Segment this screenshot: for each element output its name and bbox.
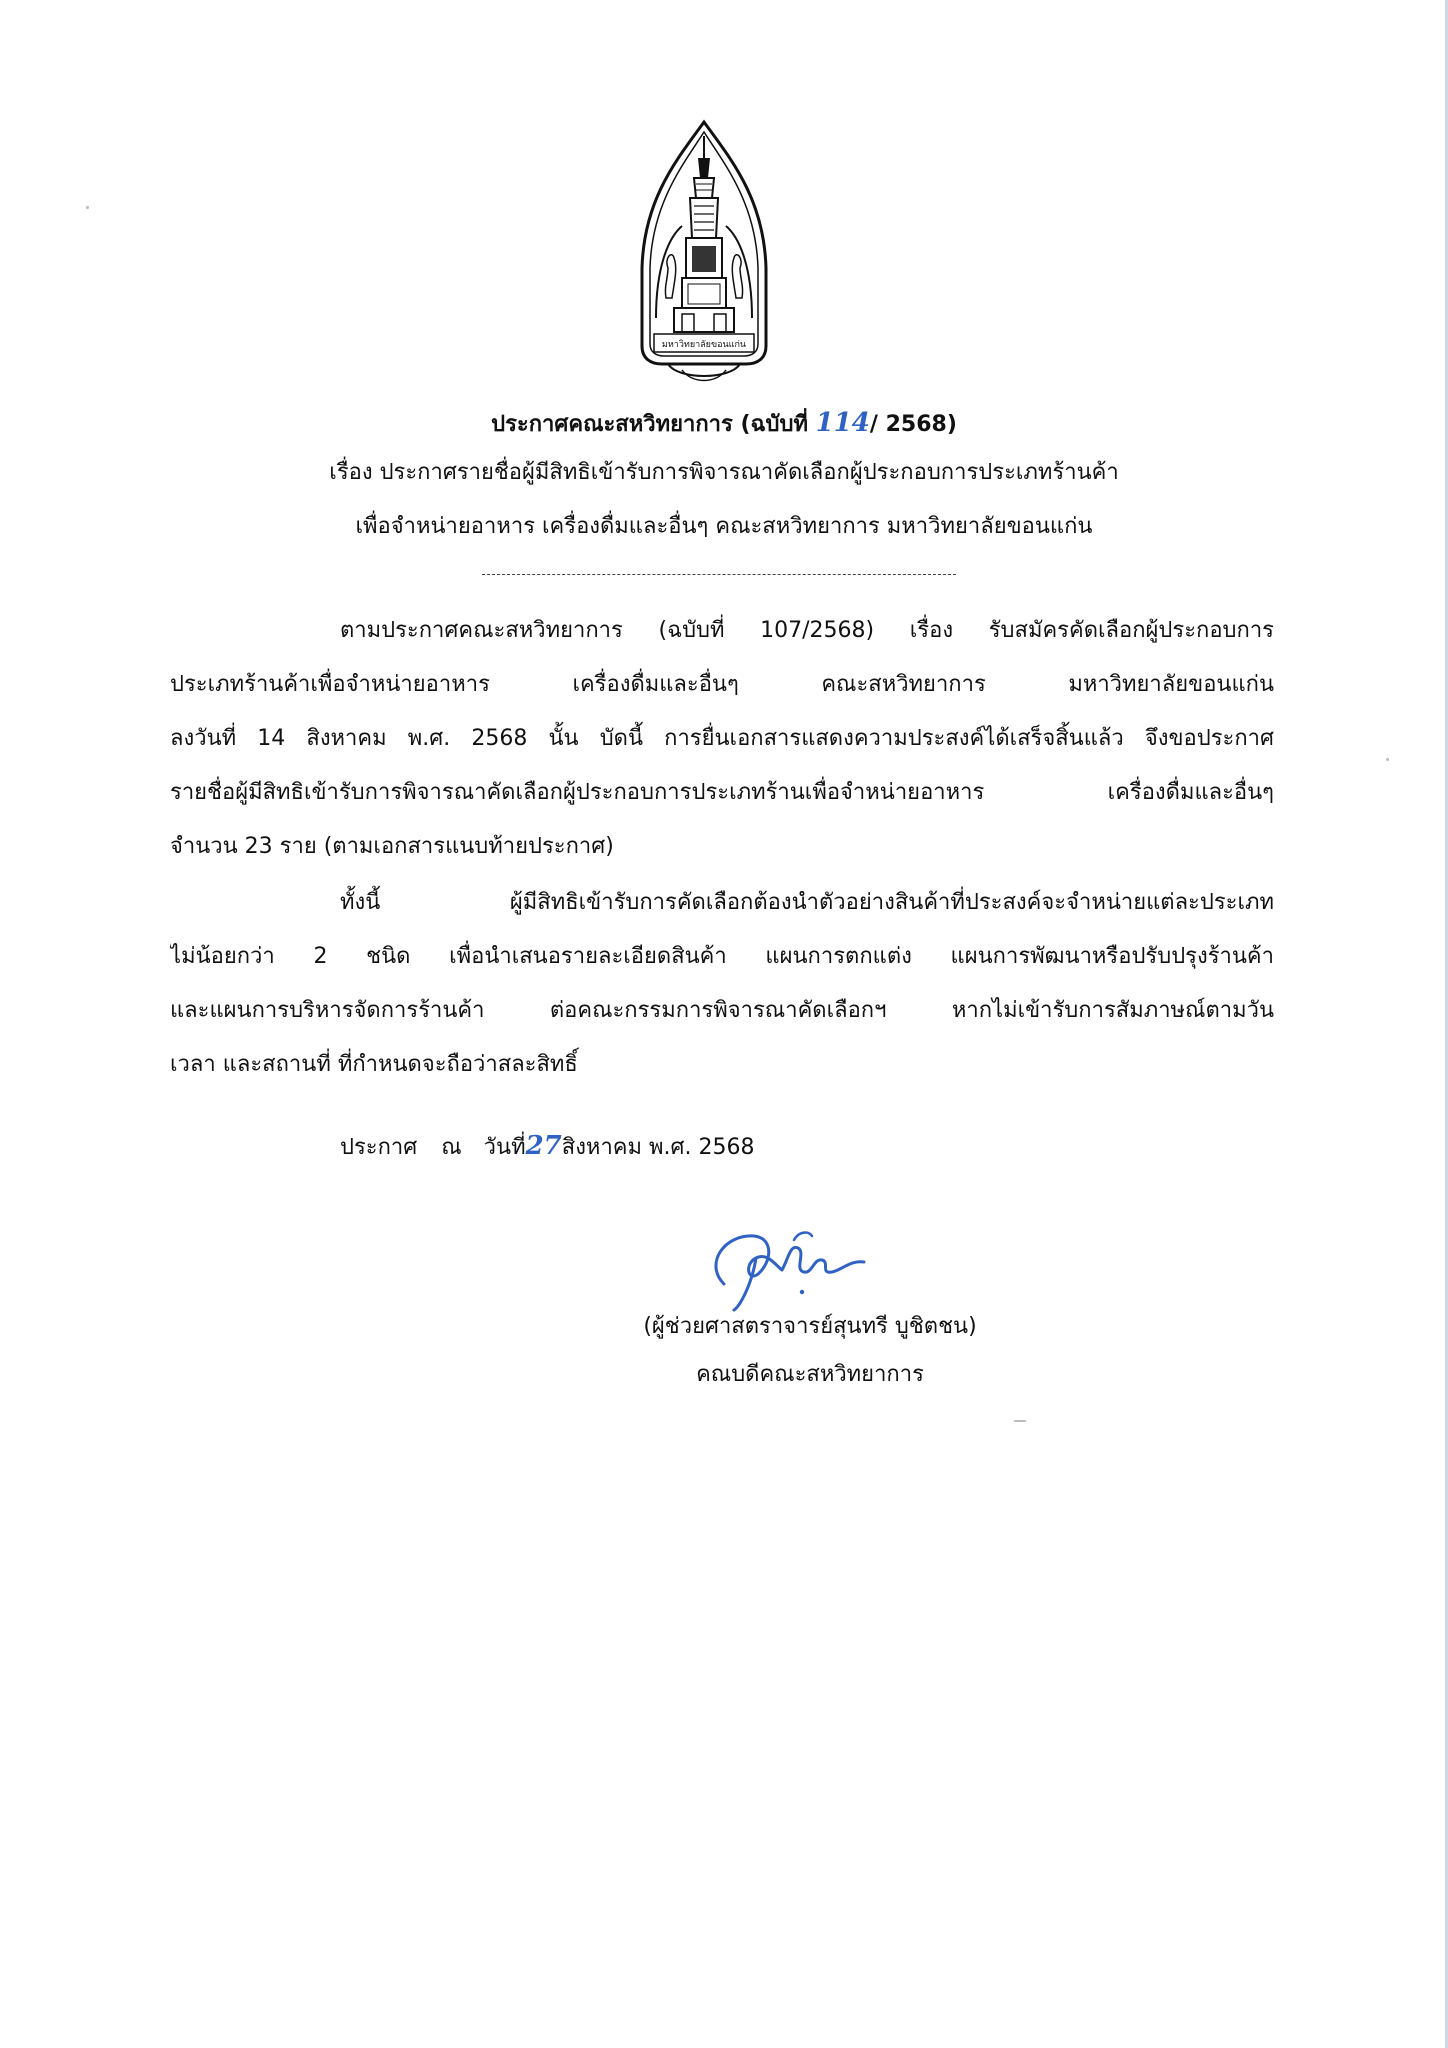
announce-at: ณ (441, 1135, 462, 1160)
scan-speck (86, 206, 89, 209)
paragraph-line: และแผนการบริหารจัดการร้านค้า ต่อคณะกรรมการพิจารณาคัดเลือกฯ หากไม่เข้ารับการสัมภาษณ์ตามวัน (170, 998, 1274, 1023)
paragraph-line: ลงวันที่ 14 สิงหาคม พ.ศ. 2568 นั้น บัดนี้ การยื่นเอกสารแสดงความประสงค์ได้เสร็จสิ้นแล้ว จึงขอประกาศ (170, 726, 1274, 751)
divider-line (482, 574, 956, 575)
seal-icon (638, 118, 770, 390)
signer-position: คณบดีคณะสหวิทยาการ (696, 1362, 924, 1387)
paragraph-line: จำนวน 23 ราย (ตามเอกสารแนบท้ายประกาศ) (170, 834, 614, 859)
paragraph-line: ประเภทร้านค้าเพื่อจำหน่ายอาหาร เครื่องดื่มและอื่นๆ คณะสหวิทยาการ มหาวิทยาลัยขอนแก่น (170, 672, 1274, 697)
paragraph-line: ทั้งนี้ ผู้มีสิทธิเข้ารับการคัดเลือกต้องนำตัวอย่างสินค้าที่ประสงค์จะจำหน่ายแต่ละประเภท (340, 890, 1274, 915)
day-handwritten: 27 (525, 1131, 562, 1161)
date-prefix: วันที่ (483, 1135, 526, 1160)
paragraph-line: ไม่น้อยกว่า 2 ชนิด เพื่อนำเสนอรายละเอียดสินค้า แผนการตกแต่ง แผนการพัฒนาหรือปรับปรุงร้านค้า (170, 944, 1274, 969)
subject-line-2: เพื่อจำหน่ายอาหาร เครื่องดื่มและอื่นๆ คณะสหวิทยาการ มหาวิทยาลัยขอนแก่น (355, 514, 1093, 539)
body-paragraph-1 (170, 604, 1274, 874)
university-seal-logo (638, 118, 770, 390)
title-prefix: ประกาศคณะสหวิทยาการ (ฉบับที่ (491, 412, 816, 437)
scan-speck (1386, 758, 1389, 761)
paragraph-line: ตามประกาศคณะสหวิทยาการ (ฉบับที่ 107/2568) เรื่อง รับสมัครคัดเลือกผู้ประกอบการ (340, 618, 1274, 643)
paragraph-line: รายชื่อผู้มีสิทธิเข้ารับการพิจารณาคัดเลือกผู้ประกอบการประเภทร้านเพื่อจำหน่ายอาหาร เครื่องดื่มและอื่นๆ (170, 780, 1274, 805)
announcement-title (0, 408, 1448, 440)
seal-text: มหาวิทยาลัยขอนแก่น (661, 340, 747, 350)
issue-number-handwritten: 114 (815, 408, 870, 438)
scan-speck (1014, 1420, 1026, 1422)
handwritten-signature (694, 1214, 894, 1324)
body-paragraph-2 (170, 876, 1274, 1092)
subject-line-1: เรื่อง ประกาศรายชื่อผู้มีสิทธิเข้ารับการพิจารณาคัดเลือกผู้ประกอบการประเภทร้านค้า (329, 460, 1119, 485)
signer-name: (ผู้ช่วยศาสตราจารย์สุนทรี บูชิตชน) (643, 1314, 977, 1339)
month-year: สิงหาคม พ.ศ. 2568 (561, 1135, 755, 1160)
paragraph-line: เวลา และสถานที่ ที่กำหนดจะถือว่าสละสิทธิ์ (170, 1052, 578, 1077)
announcement-date (340, 1126, 754, 1168)
title-suffix: / 2568) (869, 412, 957, 437)
announce-label: ประกาศ (340, 1135, 418, 1160)
